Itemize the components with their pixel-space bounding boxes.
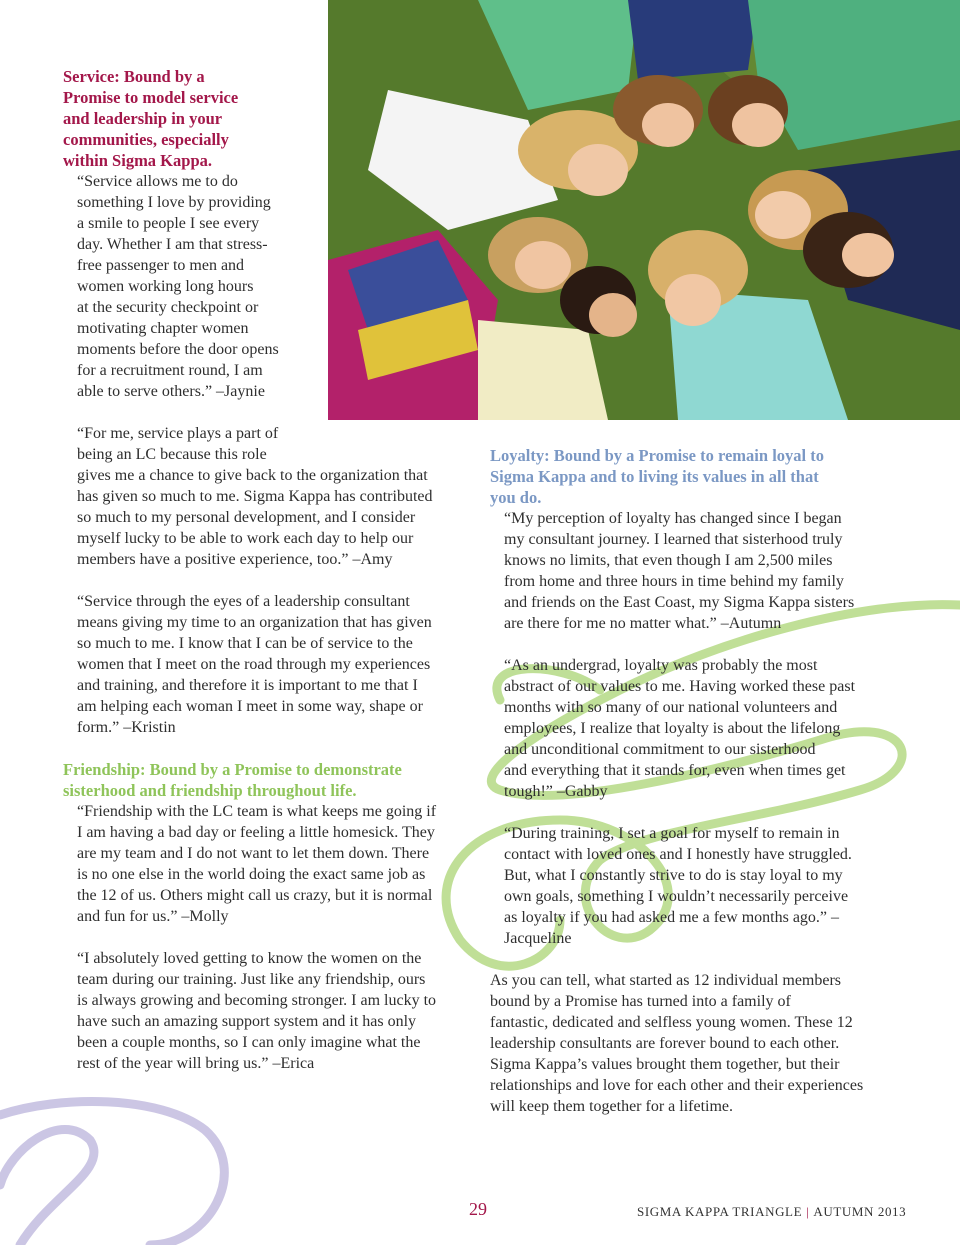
service-quote-amy: “For me, service plays a part of being an LC because this role gives me a chance to give back to the organization that has given so much to me. Sigma Kappa has contributed so much to my personal development, and I consider myself lucky to be able to work each day to help our members have a positive experience, too.” –Amy [77,425,433,568]
closing-paragraph: As you can tell, what started as 12 individual members bound by a Promise has turned into a family of fantastic, dedicated and selfless young women. These 12 leadership consultants are forever bound to each other. Sigma Kappa’s values brought them together, but their relationships and love for each other and their experiences will keep them together for a lifetime. [490,972,864,1115]
page-number: 29 [469,1199,487,1219]
loyalty-quote-jacqueline: “During training, I set a goal for myself to remain in contact with loved ones and I honestly have struggled. But, what I constantly strive to do is stay loyal to my own goals, something I wouldn’t necessarily perceive as loyalty if you had asked me a few months ago.” – Jacqueline [504,825,852,947]
publication-name: SIGMA KAPPA TRIANGLE [637,1204,803,1219]
running-footer [637,1204,906,1220]
loyalty-quote-autumn: “My perception of loyalty has changed since I began my consultant journey. I learned that sisterhood truly knows no limits, that even though I am 2,500 miles from home and three hours in time behind my family and friends on the East Coast, my Sigma Kappa sisters are there for me no matter what.” –Autumn [504,510,855,632]
service-quote-kristin: “Service through the eyes of a leadership consultant means giving my time to an organization that has given so much to me. I know that I can be of service to the women that I meet on the road through my experiences and training, and therefore it is important to me that I am helping each woman I meet in some way, shape or form.” –Kristin [77,593,432,736]
footer-divider: | [806,1204,810,1219]
friendship-quote-erica: “I absolutely loved getting to know the women on the team during our training. Just like any friendship, ours is always growing and becoming stronger. I am lucky to have such an amazing support system and it has only been a couple months, so I can only imagine what the rest of the year will bring us.” –Erica [77,950,437,1072]
left-column [63,66,483,1074]
friendship-quote-molly: “Friendship with the LC team is what keeps me going if I am having a bad day or feeling a little homesick. They are my team and I do not want to let them down. There is no one else in the world doing the exact same job as the 12 of us. Others might call us crazy, but it is normal and fun for us.” –Molly [77,803,437,925]
loyalty-heading: Loyalty: Bound by a Promise to remain loyal to Sigma Kappa and to living its values in all that you do. [490,446,824,507]
issue-date: AUTUMN 2013 [813,1204,907,1219]
loyalty-quote-gabby: “As an undergrad, loyalty was probably the most abstract of our values to me. Having worked these past months with so many of our national volunteers and employees, I realize that loyalty is about the lifelong and unconditional commitment to our sisterhood and everything that it stands for, even when times get tough!” –Gabby [504,657,856,800]
service-quote-jaynie: “Service allows me to do something I love by providing a smile to people I see every day. Whether I am that stress- free passenger to men and women working long hours at the security checkpoint or motivating chapter women moments before the door opens for a recruitment round, I am able to serve others.” –Jaynie [77,173,279,400]
service-heading: Service: Bound by a Promise to model service and leadership in your communities, especially within Sigma Kappa. [63,67,239,170]
friendship-heading: Friendship: Bound by a Promise to demonstrate sisterhood and friendship throughout life. [63,760,402,800]
right-column [490,445,910,1117]
